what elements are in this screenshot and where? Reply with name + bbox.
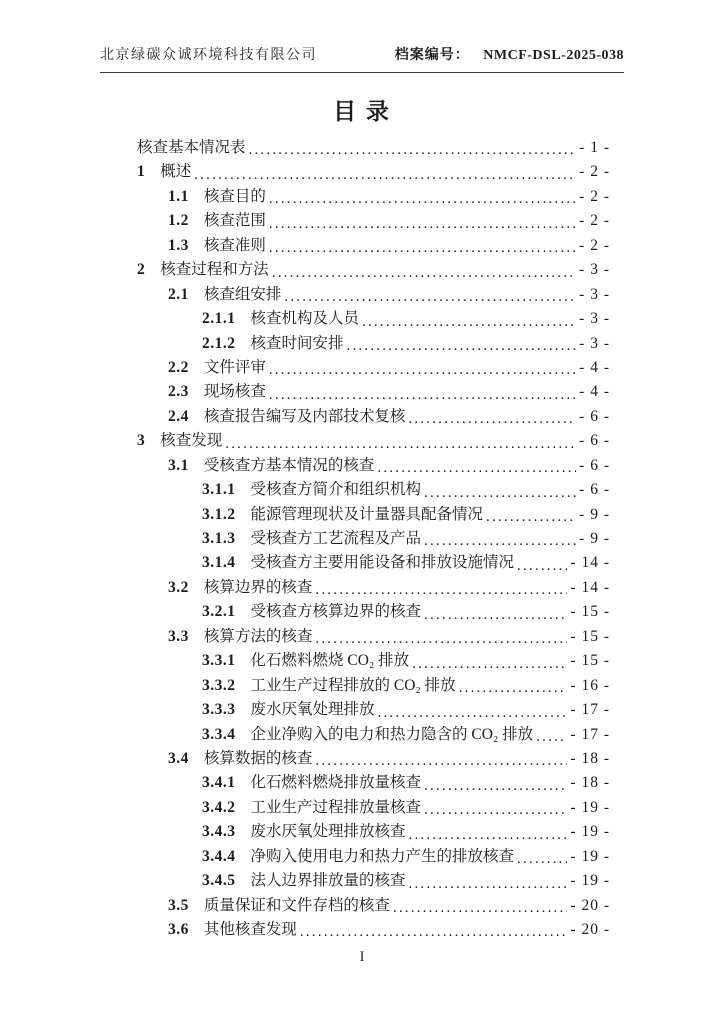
toc-entry[interactable] [137, 697, 610, 721]
toc-entry-title: 净购入使用电力和热力产生的排放核查 [250, 847, 515, 865]
toc-entry-number: 2.3 [168, 383, 189, 401]
toc-entry-number: 3.4.1 [202, 774, 236, 792]
toc-entry-page: - 20 - [570, 896, 610, 914]
toc-dot-leader [486, 509, 576, 526]
toc-entry-title: 核算边界的核查 [203, 578, 313, 596]
toc-entry-number: 3.1.2 [202, 505, 236, 523]
toc-entry-title: 核算数据的核查 [203, 749, 313, 767]
toc-list [137, 135, 610, 941]
toc-dot-leader [424, 778, 567, 795]
toc-dot-leader [517, 558, 567, 575]
toc-entry[interactable] [137, 282, 610, 306]
toc-entry[interactable] [137, 624, 610, 648]
toc-dot-leader [315, 631, 567, 648]
toc-entry-page: - 1 - [579, 139, 610, 156]
toc-dot-leader [409, 827, 568, 844]
page-footer-number: I [359, 949, 365, 966]
toc-entry-title: 核算方法的核查 [203, 627, 313, 645]
toc-entry[interactable] [137, 844, 610, 868]
file-number-value: NMCF-DSL-2025-038 [483, 48, 624, 63]
toc-entry-page: - 3 - [579, 285, 610, 303]
toc-entry-page: - 14 - [570, 554, 610, 572]
toc-entry[interactable] [137, 599, 610, 623]
toc-entry-title: 文件评审 [203, 358, 266, 376]
toc-entry-title: 核查组安排 [203, 285, 282, 303]
toc-dot-leader [272, 265, 576, 282]
toc-entry[interactable] [137, 893, 610, 917]
toc-dot-leader [517, 851, 567, 868]
toc-entry[interactable] [137, 795, 610, 819]
toc-entry[interactable] [137, 159, 610, 183]
toc-entry-number: 3.4.3 [202, 823, 236, 841]
toc-dot-leader [269, 387, 576, 404]
toc-entry-title: 核查基本情况表 [137, 139, 246, 156]
toc-entry-number: 1.1 [168, 187, 189, 205]
toc-entry-title: 核查发现 [160, 432, 223, 450]
toc-entry-number: 3.2 [168, 578, 189, 596]
toc-entry-number: 3.5 [168, 896, 189, 914]
toc-entry-page: - 6 - [579, 432, 610, 450]
toc-entry[interactable] [137, 673, 610, 697]
toc-entry[interactable] [137, 135, 610, 159]
toc-dot-leader [424, 485, 576, 502]
toc-entry-number: 3.4 [168, 749, 189, 767]
toc-entry[interactable] [137, 819, 610, 843]
toc-entry-page: - 3 - [579, 261, 610, 279]
toc-entry-page: - 18 - [570, 774, 610, 792]
toc-entry[interactable] [137, 379, 610, 403]
toc-dot-leader [378, 705, 568, 722]
toc-entry[interactable] [137, 355, 610, 379]
toc-entry[interactable] [137, 575, 610, 599]
toc-entry[interactable] [137, 404, 610, 428]
toc-entry-page: - 4 - [579, 358, 610, 376]
toc-entry-title: 工业生产过程排放量核查 [250, 798, 422, 816]
toc-entry[interactable] [137, 550, 610, 574]
toc-entry-page: - 15 - [570, 603, 610, 621]
toc-entry-page: - 3 - [579, 310, 610, 328]
toc-entry-title: 核查过程和方法 [160, 261, 269, 279]
toc-entry[interactable] [137, 648, 610, 672]
toc-dot-leader [300, 924, 568, 941]
toc-dot-leader [347, 338, 577, 355]
toc-entry-page: - 6 - [579, 407, 610, 425]
toc-dot-leader [194, 167, 576, 184]
toc-entry-title: 核查准则 [203, 236, 266, 254]
toc-entry-page: - 19 - [570, 798, 610, 816]
toc-entry-number: 3.2.1 [202, 603, 236, 621]
toc-entry-number: 1.2 [168, 212, 189, 230]
toc-entry-number: 3.1 [168, 456, 189, 474]
toc-entry-title: 化石燃料燃烧排放量核查 [250, 774, 422, 792]
toc-entry[interactable] [137, 257, 610, 281]
toc-dot-leader [409, 876, 568, 893]
toc-entry-number: 2.1.2 [202, 334, 236, 352]
toc-entry-number: 3 [137, 432, 146, 450]
toc-entry-number: 3.1.1 [202, 481, 236, 499]
toc-entry[interactable] [137, 917, 610, 941]
toc-entry-title: 核查机构及人员 [250, 310, 360, 328]
toc-entry[interactable] [137, 746, 610, 770]
toc-entry-number: 3.3.2 [202, 676, 236, 694]
toc-entry-title: 受核查方工艺流程及产品 [250, 530, 422, 547]
toc-entry-number: 2 [137, 261, 146, 279]
toc-dot-leader [269, 216, 576, 233]
toc-entry-page: - 2 - [579, 187, 610, 205]
toc-entry-number: 3.1.3 [202, 530, 236, 547]
toc-entry[interactable] [137, 722, 610, 746]
header-file-number-group [395, 46, 624, 66]
toc-entry-title: 受核查方核算边界的核查 [250, 603, 422, 621]
toc-entry-page: - 15 - [570, 652, 610, 670]
toc-dot-leader [424, 802, 567, 819]
toc-entry-number: 3.3.3 [202, 701, 236, 719]
toc-entry-page: - 14 - [570, 578, 610, 596]
toc-entry-title: 其他核查发现 [203, 921, 297, 938]
toc-entry-title: 企业净购入的电力和热力隐含的 CO₂ 排放 [250, 725, 534, 743]
toc-entry-page: - 17 - [570, 701, 610, 719]
toc-entry-title: 核查报告编写及内部技术复核 [203, 407, 406, 425]
toc-entry-number: 3.6 [168, 921, 189, 938]
toc-entry-page: - 18 - [570, 749, 610, 767]
toc-entry-title: 法人边界排放量的核查 [250, 872, 406, 890]
toc-entry[interactable] [137, 184, 610, 208]
toc-title: 目 录 [333, 99, 391, 124]
toc-entry-title: 核查目的 [203, 187, 266, 205]
toc-entry[interactable] [137, 526, 610, 550]
toc-entry-title: 质量保证和文件存档的核查 [203, 896, 390, 914]
toc-entry[interactable] [137, 770, 610, 794]
toc-entry-title: 受核查方简介和组织机构 [250, 481, 422, 499]
toc-entry-title: 废水厌氧处理排放 [250, 701, 375, 719]
toc-entry-number: 1.3 [168, 236, 189, 254]
toc-entry-page: - 2 - [579, 236, 610, 254]
toc-dot-leader [315, 753, 567, 770]
toc-entry-page: - 17 - [570, 725, 610, 743]
toc-entry[interactable] [137, 477, 610, 501]
toc-dot-leader [393, 900, 568, 917]
toc-entry-page: - 2 - [579, 163, 610, 181]
toc-entry-page: - 4 - [579, 383, 610, 401]
toc-entry-number: 3.4.2 [202, 798, 236, 816]
toc-entry-title: 废水厌氧处理排放核查 [250, 823, 406, 841]
toc-dot-leader [459, 680, 568, 697]
toc-entry-title: 工业生产过程排放的 CO₂ 排放 [250, 676, 456, 694]
toc-entry[interactable] [137, 428, 610, 452]
toc-entry[interactable] [137, 233, 610, 257]
toc-entry-title: 受核查方基本情况的核查 [203, 456, 375, 474]
toc-entry-title: 核查时间安排 [250, 334, 344, 352]
toc-entry-number: 3.4.5 [202, 872, 236, 890]
toc-dot-leader [377, 460, 576, 477]
toc-entry-number: 3.3.4 [202, 725, 236, 743]
toc-entry-page: - 9 - [579, 505, 610, 523]
toc-dot-leader [424, 607, 567, 624]
toc-entry-page: - 19 - [570, 847, 610, 865]
toc-entry[interactable] [137, 868, 610, 892]
toc-dot-leader [315, 582, 567, 599]
toc-entry-title: 核查范围 [203, 212, 266, 230]
toc-entry-page: - 19 - [570, 872, 610, 890]
toc-entry-page: - 20 - [570, 921, 610, 938]
toc-dot-leader [269, 191, 576, 208]
header-company-name: 北京绿碳众诚环境科技有限公司 [100, 48, 317, 63]
toc-entry[interactable] [137, 453, 610, 477]
toc-entry-number: 2.1.1 [202, 310, 236, 328]
toc-entry[interactable] [137, 502, 610, 526]
toc-entry-number: 3.1.4 [202, 554, 236, 572]
toc-entry-page: - 6 - [579, 481, 610, 499]
toc-entry-page: - 15 - [570, 627, 610, 645]
toc-entry-title: 概述 [160, 163, 192, 181]
toc-entry-title: 化石燃料燃烧 CO₂ 排放 [250, 652, 410, 670]
toc-entry[interactable] [137, 306, 610, 330]
toc-dot-leader [412, 656, 567, 673]
toc-entry-number: 3.4.4 [202, 847, 236, 865]
toc-dot-leader [269, 362, 576, 379]
toc-entry-title: 现场核查 [203, 383, 266, 401]
toc-entry-title: 受核查方主要用能设备和排放设施情况 [250, 554, 515, 572]
file-number-label: 档案编号： [394, 48, 470, 63]
toc-entry-page: - 16 - [570, 676, 610, 694]
toc-dot-leader [408, 411, 576, 428]
toc-entry-number: 2.4 [168, 407, 189, 425]
toc-entry-page: - 2 - [579, 212, 610, 230]
toc-dot-leader [424, 533, 576, 550]
toc-entry-page: - 19 - [570, 823, 610, 841]
toc-entry-title: 能源管理现状及计量器具配备情况 [250, 505, 484, 523]
toc-entry[interactable] [137, 208, 610, 232]
toc-entry-number: 1 [137, 163, 146, 181]
toc-entry-page: - 9 - [579, 530, 610, 547]
toc-entry-number: 2.2 [168, 358, 189, 376]
toc-entry-number: 2.1 [168, 285, 189, 303]
toc-dot-leader [269, 240, 576, 257]
page-header [100, 46, 624, 73]
toc-dot-leader [536, 729, 567, 746]
toc-entry-page: - 6 - [579, 456, 610, 474]
toc-dot-leader [249, 142, 577, 159]
toc-entry[interactable] [137, 331, 610, 355]
toc-dot-leader [225, 436, 576, 453]
toc-dot-leader [284, 289, 576, 306]
toc-dot-leader [362, 314, 576, 331]
toc-entry-number: 3.3 [168, 627, 189, 645]
toc-entry-page: - 3 - [579, 334, 610, 352]
toc-entry-number: 3.3.1 [202, 652, 236, 670]
